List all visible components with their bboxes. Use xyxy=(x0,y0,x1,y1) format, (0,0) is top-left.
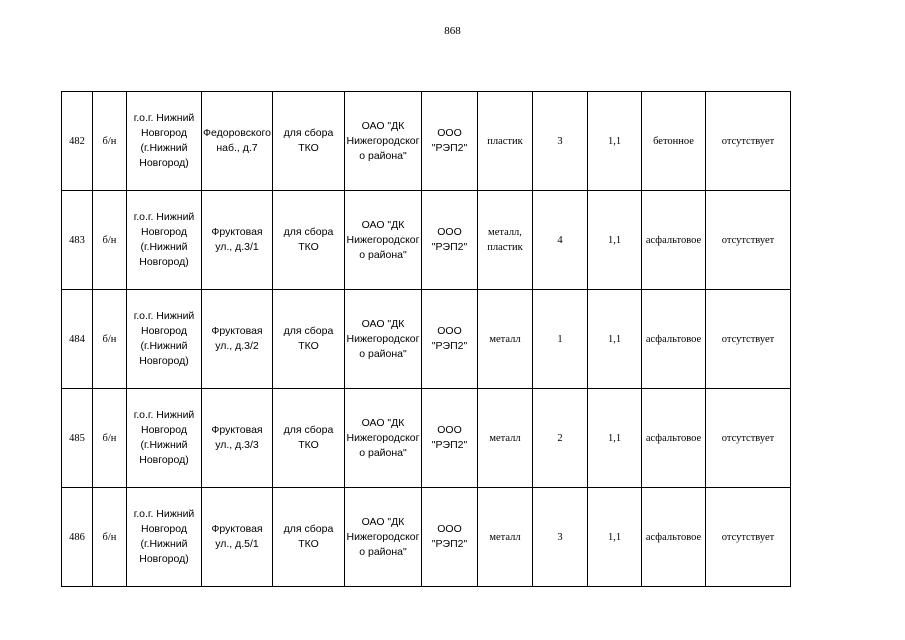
table-row xyxy=(62,290,791,389)
page-number: 868 xyxy=(444,25,461,37)
municipality-cell: г.о.г. Нижний Новгород (г.Нижний Новгород) xyxy=(127,92,202,191)
fence-cell: отсутствует xyxy=(706,290,791,389)
purpose-cell: для сбора ТКО xyxy=(273,92,345,191)
operator-cell: ООО "РЭП2" xyxy=(422,191,478,290)
no-number-cell: б/н xyxy=(93,191,127,290)
container-volume-cell: 1,1 xyxy=(588,389,642,488)
surface-type-cell: асфальтовое xyxy=(642,488,706,587)
registry-table xyxy=(61,91,791,587)
purpose-cell: для сбора ТКО xyxy=(273,389,345,488)
purpose-cell: для сбора ТКО xyxy=(273,488,345,587)
container-count-cell: 3 xyxy=(533,488,588,587)
address-cell: Фруктовая ул., д.3/3 xyxy=(202,389,273,488)
purpose-cell: для сбора ТКО xyxy=(273,191,345,290)
municipality-cell: г.о.г. Нижний Новгород (г.Нижний Новгород) xyxy=(127,290,202,389)
address-cell: Фруктовая ул., д.3/2 xyxy=(202,290,273,389)
address-cell: Фруктовая ул., д.5/1 xyxy=(202,488,273,587)
container-material-cell: металл xyxy=(478,290,533,389)
container-material-cell: металл xyxy=(478,488,533,587)
operator-cell: ООО "РЭП2" xyxy=(422,92,478,191)
container-material-cell: пластик xyxy=(478,92,533,191)
container-material-cell: металл, пластик xyxy=(478,191,533,290)
owner-cell: ОАО "ДК Нижегородского района" xyxy=(345,92,422,191)
purpose-cell: для сбора ТКО xyxy=(273,290,345,389)
surface-type-cell: бетонное xyxy=(642,92,706,191)
no-number-cell: б/н xyxy=(93,290,127,389)
container-volume-cell: 1,1 xyxy=(588,92,642,191)
owner-cell: ОАО "ДК Нижегородского района" xyxy=(345,290,422,389)
container-volume-cell: 1,1 xyxy=(588,488,642,587)
table-row xyxy=(62,92,791,191)
address-cell: Фруктовая ул., д.3/1 xyxy=(202,191,273,290)
no-number-cell: б/н xyxy=(93,92,127,191)
surface-type-cell: асфальтовое xyxy=(642,191,706,290)
container-count-cell: 3 xyxy=(533,92,588,191)
row-number-cell: 483 xyxy=(62,191,93,290)
no-number-cell: б/н xyxy=(93,389,127,488)
operator-cell: ООО "РЭП2" xyxy=(422,389,478,488)
table-body xyxy=(62,92,791,587)
container-count-cell: 4 xyxy=(533,191,588,290)
table-row xyxy=(62,488,791,587)
container-count-cell: 2 xyxy=(533,389,588,488)
row-number-cell: 484 xyxy=(62,290,93,389)
surface-type-cell: асфальтовое xyxy=(642,290,706,389)
table-row xyxy=(62,389,791,488)
container-volume-cell: 1,1 xyxy=(588,191,642,290)
container-count-cell: 1 xyxy=(533,290,588,389)
operator-cell: ООО "РЭП2" xyxy=(422,290,478,389)
operator-cell: ООО "РЭП2" xyxy=(422,488,478,587)
container-volume-cell: 1,1 xyxy=(588,290,642,389)
owner-cell: ОАО "ДК Нижегородского района" xyxy=(345,488,422,587)
row-number-cell: 485 xyxy=(62,389,93,488)
fence-cell: отсутствует xyxy=(706,488,791,587)
municipality-cell: г.о.г. Нижний Новгород (г.Нижний Новгород) xyxy=(127,389,202,488)
municipality-cell: г.о.г. Нижний Новгород (г.Нижний Новгород) xyxy=(127,191,202,290)
surface-type-cell: асфальтовое xyxy=(642,389,706,488)
fence-cell: отсутствует xyxy=(706,92,791,191)
fence-cell: отсутствует xyxy=(706,191,791,290)
owner-cell: ОАО "ДК Нижегородского района" xyxy=(345,389,422,488)
row-number-cell: 482 xyxy=(62,92,93,191)
municipality-cell: г.о.г. Нижний Новгород (г.Нижний Новгород) xyxy=(127,488,202,587)
table-row xyxy=(62,191,791,290)
owner-cell: ОАО "ДК Нижегородского района" xyxy=(345,191,422,290)
no-number-cell: б/н xyxy=(93,488,127,587)
container-material-cell: металл xyxy=(478,389,533,488)
address-cell: Федоровского наб., д.7 xyxy=(202,92,273,191)
fence-cell: отсутствует xyxy=(706,389,791,488)
row-number-cell: 486 xyxy=(62,488,93,587)
